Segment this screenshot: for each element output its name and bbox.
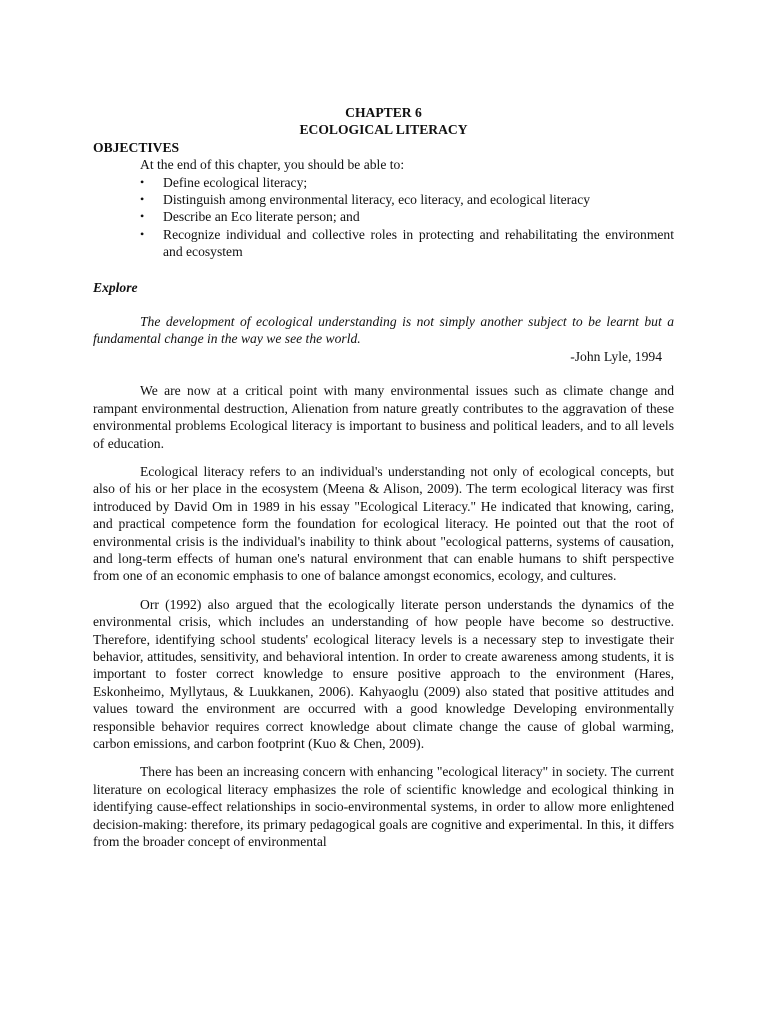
explore-heading: Explore (93, 279, 138, 295)
objective-text: Recognize individual and collective roles in protecting and rehabilitating the environment and ecosystem (163, 226, 674, 260)
bullet-icon: • (140, 209, 145, 224)
bullet-icon: • (140, 192, 145, 207)
chapter-number: CHAPTER 6 (345, 105, 422, 120)
bullet-icon: • (140, 174, 145, 189)
objective-text: Distinguish among environmental literacy, eco literacy, and ecological literacy (163, 192, 591, 208)
chapter-title: ECOLOGICAL LITERACY (299, 122, 468, 138)
document-page (93, 104, 674, 850)
objective-text: Describe an Eco literate person; and (163, 209, 360, 225)
body-paragraph: Orr (1992) also argued that the ecologically literate person understands the dynamics of the environmental crisis, which includes an understanding of how people have become so destructive. Therefore, identifying school students' ecological literacy levels is a necessary step to investigate their behavior, attitudes, sensitivity, and behavioral intention. In order to create awareness among students, it is important to foster correct knowledge to ensure positive approach to the environment (Hares, Eskonheimo, Myllytaus, & Luukkanen, 2006). Kahyaoglu (2009) also stated that positive attitudes and values toward the environment are occurred with a good knowledge Developing environmentally responsible behavior requires correct knowledge about climate change the cause of global warming, carbon emissions, and carbon footprint (Kuo & Chen, 2009). (93, 596, 674, 751)
list-item (140, 191, 674, 208)
objectives-intro: At the end of this chapter, you should be able to: (140, 157, 405, 173)
objectives-list (93, 174, 674, 261)
body-paragraph: We are now at a critical point with many environmental issues such as climate change and rampant environmental destruction, Alienation from nature greatly contributes to the aggravation of these environmental problems Ecological literacy is important to business and political leaders, and to all levels of education. (93, 383, 674, 451)
bullet-icon: • (140, 226, 145, 241)
quote-attribution: -John Lyle, 1994 (570, 348, 662, 364)
list-item (140, 174, 674, 191)
quote: The development of ecological understanding is not simply another subject to be learnt but a fundamental change in the way we see the world. (93, 314, 674, 347)
body-paragraph: There has been an increasing concern with enhancing "ecological literacy" in society. The current literature on ecological literacy emphasizes the role of scientific knowledge and ecological thinking in identifying cause-effect relationships in socio-environmental systems, in order to allow more enlightened decision-making: therefore, its primary pedagogical goals are cognitive and experimental. In this, it differs from the broader concept of environmental (93, 764, 674, 850)
objective-text: Define ecological literacy; (163, 174, 308, 190)
body-paragraph: Ecological literacy refers to an individual's understanding not only of ecological concepts, but also of his or her place in the ecosystem (Meena & Alison, 2009). The term ecological literacy was first introduced by David Om in 1989 in his essay "Ecological Literacy." He indicated that knowing, caring, and practical competence form the foundation for ecological literacy. He pointed out that the root of environmental crisis is the individual's inability to think about "ecological patterns, systems of causation, and long-term effects of human one's natural environment that can enable humans to shift perspective from one of an economic emphasis to one of balance amongst economics, ecology, and cultures. (93, 463, 674, 584)
objectives-heading: OBJECTIVES (93, 139, 180, 155)
list-item (140, 208, 674, 225)
list-item (140, 226, 674, 261)
